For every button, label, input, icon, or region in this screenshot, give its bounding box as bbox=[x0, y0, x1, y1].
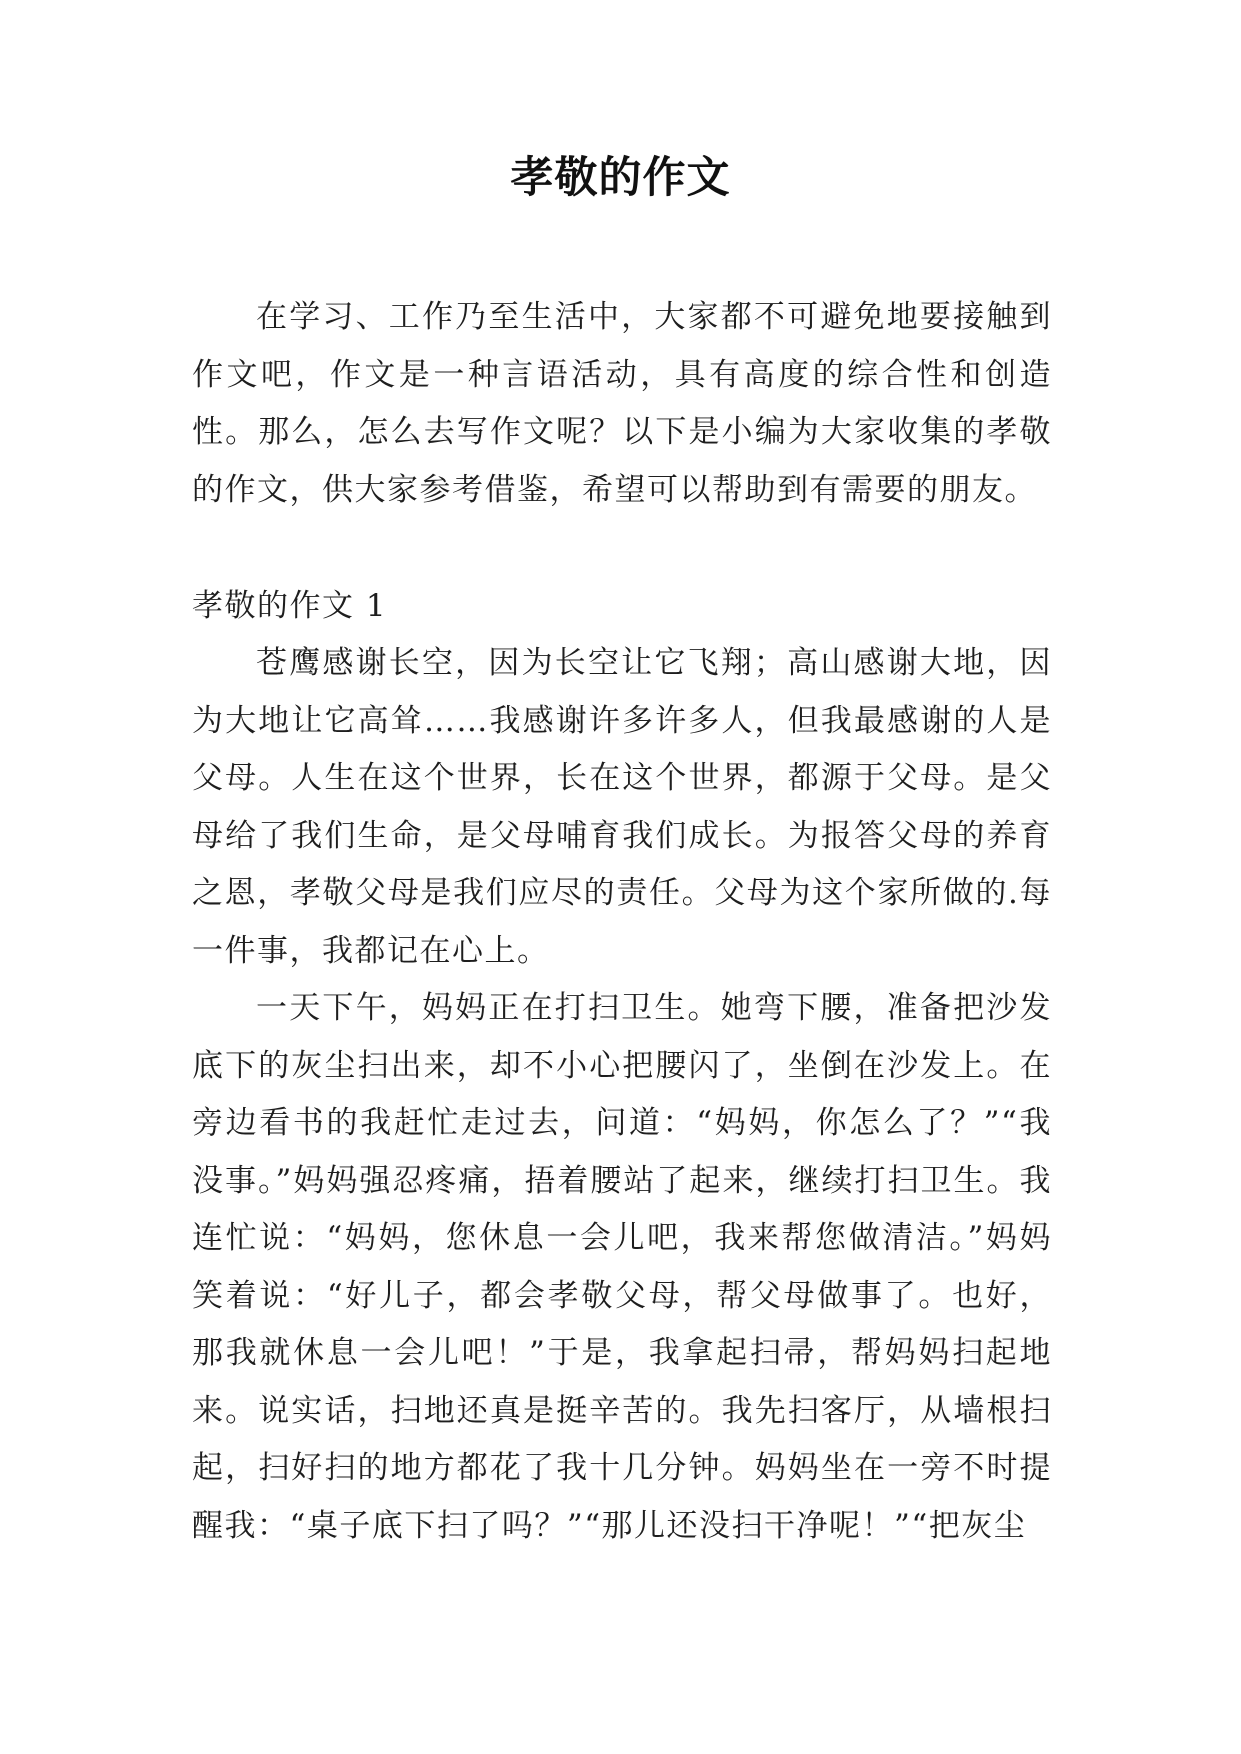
document-title: 孝敬的作文 bbox=[510, 153, 731, 203]
body-paragraph: 苍鹰感谢长空，因为长空让它飞翔；高山感谢大地，因为大地让它高耸……我感谢许多许多人，但我最感谢的人是父母。人生在这个世界，长在这个世界，都源于父母。是父母给了我们生命，是父母哺育我们成长。为报答父母的养育之恩，孝敬父母是我们应尽的责任。父母为这个家所做的.每一件事，我都记在心上。 bbox=[192, 645, 1052, 969]
body-paragraph: 一天下午，妈妈正在打扫卫生。她弯下腰，准备把沙发底下的灰尘扫出来，却不小心把腰闪了，坐倒在沙发上。在旁边看书的我赶忙走过去，问道：“妈妈，你怎么了？”“我没事。”妈妈强忍疼痛，捂着腰站了起来，继续打扫卫生。我连忙说：“妈妈，您休息一会儿吧，我来帮您做清洁。”妈妈笑着说：“好儿子，都会孝敬父母，帮父母做事了。也好，那我就休息一会儿吧！”于是，我拿起扫帚，帮妈妈扫起地来。说实话，扫地还真是挺辛苦的。我先扫客厅，从墙根扫起，扫好扫的地方都花了我十几分钟。妈妈坐在一旁不时提醒我：“桌子底下扫了吗？”“那儿还没扫干净呢！”“把灰尘 bbox=[192, 990, 1052, 1544]
intro-paragraph: 在学习、工作乃至生活中，大家都不可避免地要接触到作文吧，作文是一种言语活动，具有高度的综合性和创造性。那么，怎么去写作文呢？以下是小编为大家收集的孝敬的作文，供大家参考借鉴，希望可以帮助到有需要的朋友。 bbox=[192, 299, 1052, 508]
section-heading: 孝敬的作文 1 bbox=[192, 588, 388, 624]
